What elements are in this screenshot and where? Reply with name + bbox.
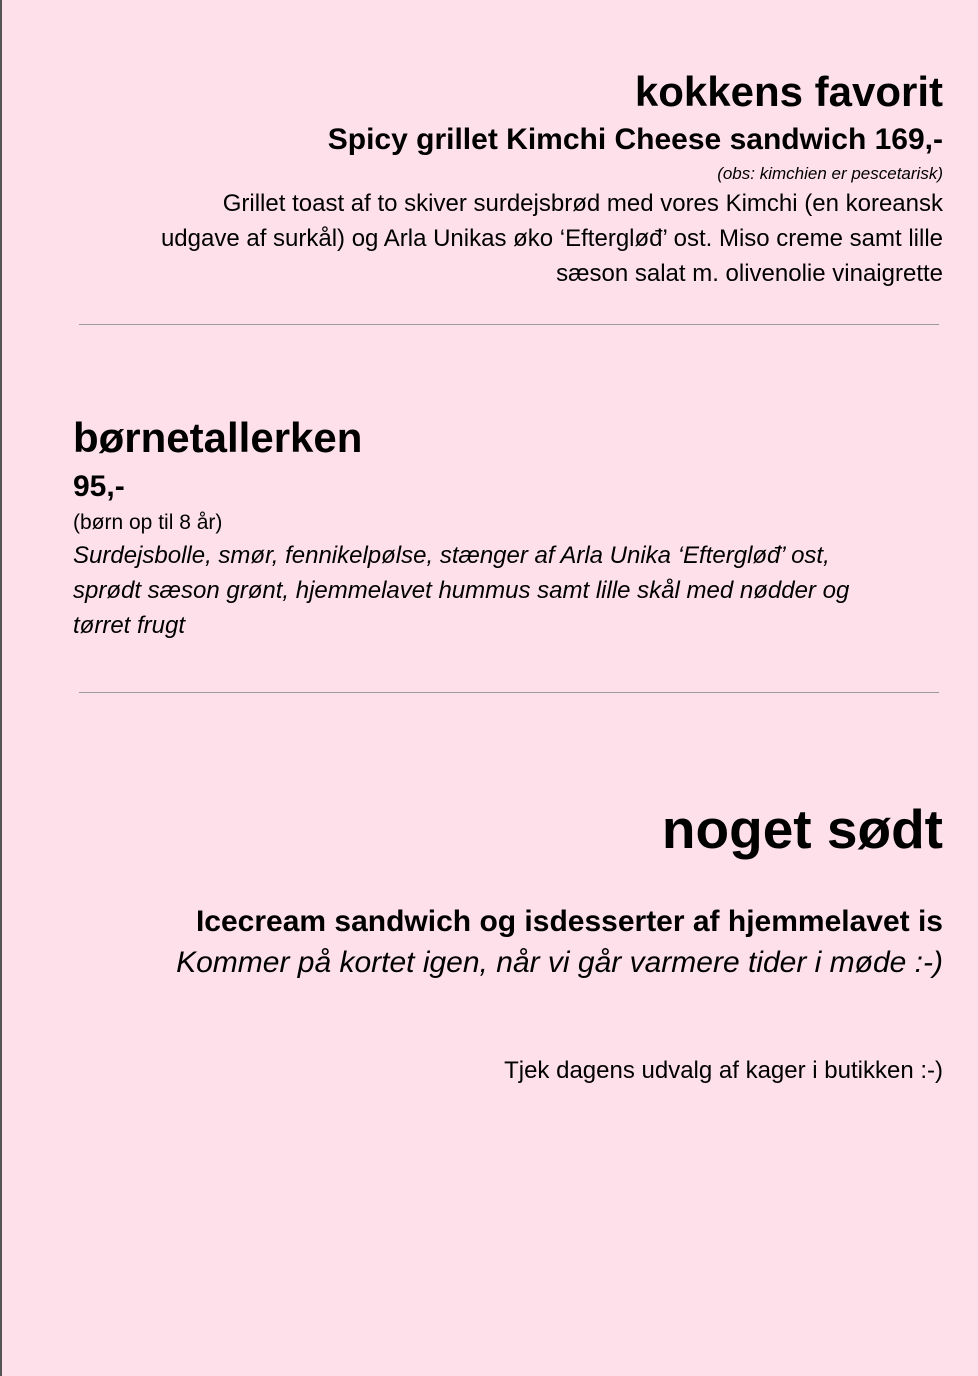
dish-description-kimchi	[161, 186, 943, 291]
description-line: Surdejsbolle, smør, fennikelpølse, stænger af Arla Unika ‘Eftergløđ’ ost,	[73, 542, 830, 569]
cakes-note: Tjek dagens udvalg af kager i butikken :-)	[504, 1057, 943, 1084]
price-boernetallerken: 95,-	[73, 470, 125, 503]
page-left-edge	[0, 0, 2, 1376]
description-line: sprødt sæson grønt, hjemmelavet hummus samt lille skål med nødder og	[73, 577, 850, 604]
section-divider	[79, 324, 939, 325]
dish-title-icecream: Icecream sandwich og isdesserter af hjemmelavet is	[195, 905, 943, 938]
dish-note-pescetarisk: (obs: kimchien er pescetarisk)	[717, 164, 943, 183]
description-line: sæson salat m. olivenolie vinaigrette	[556, 260, 943, 287]
dish-description-boernetallerken	[73, 538, 849, 643]
description-line: Grillet toast af to skiver surdejsbrød med vores Kimchi (en koreansk	[222, 190, 943, 217]
dish-title-kimchi-sandwich: Spicy grillet Kimchi Cheese sandwich 169,-	[327, 123, 943, 156]
section-heading-boernetallerken: børnetallerken	[73, 414, 363, 461]
description-line: tørret frugt	[73, 612, 186, 639]
section-divider	[79, 692, 939, 693]
section-heading-favorit: kokkens favorit	[634, 68, 943, 115]
dish-note-icecream: Kommer på kortet igen, når vi går varmere tider i møde :-)	[176, 946, 943, 979]
age-note: (børn op til 8 år)	[73, 511, 223, 534]
section-heading-noget-soedt: noget sødt	[661, 798, 943, 860]
description-line: udgave af surkål) og Arla Unikas øko ‘Eftergløđ’ ost. Miso creme samt lille	[160, 225, 943, 252]
